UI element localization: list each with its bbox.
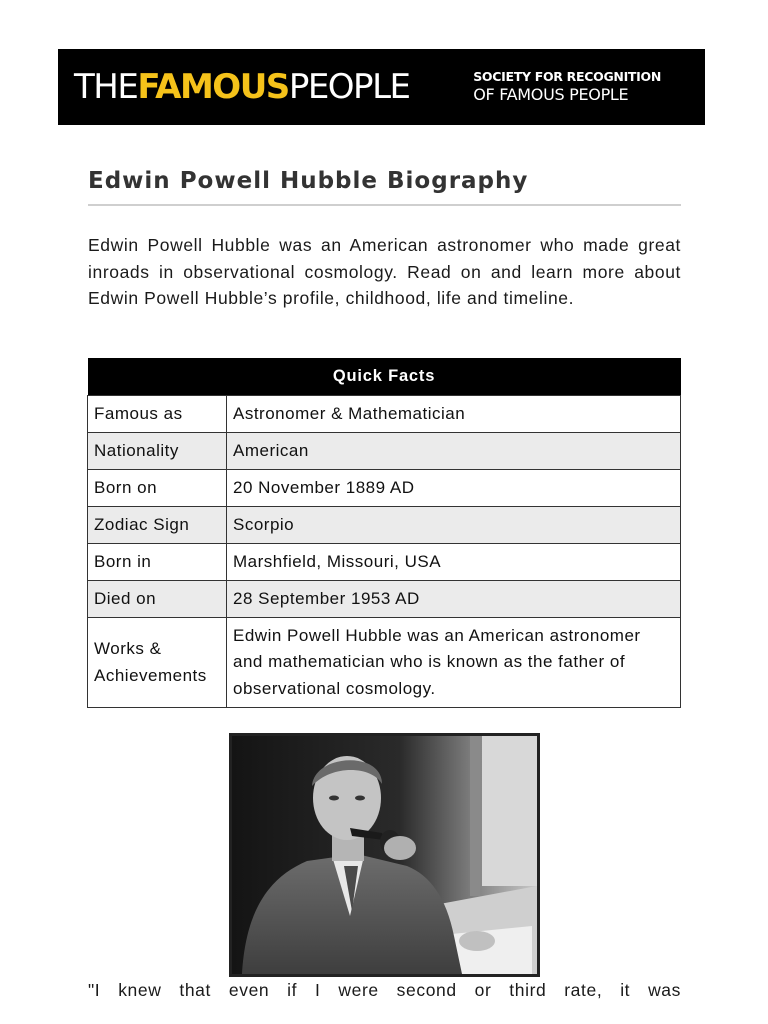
fact-value: Scorpio xyxy=(227,507,681,544)
quote-paragraph: "I knew that even if I were second or third rate, it was xyxy=(88,980,681,1000)
logo-people: PEOPLE xyxy=(288,67,410,107)
table-row xyxy=(88,470,681,507)
fact-label: Born in xyxy=(88,544,227,581)
fact-value: American xyxy=(227,433,681,470)
fact-value: 20 November 1889 AD xyxy=(227,470,681,507)
site-banner[interactable] xyxy=(58,49,705,125)
page-title: Edwin Powell Hubble Biography xyxy=(88,168,681,206)
fact-value: Edwin Powell Hubble was an American astronomer and mathematician who is known as the father of observational cosmology. xyxy=(227,618,681,708)
table-row xyxy=(88,396,681,433)
fact-value: 28 September 1953 AD xyxy=(227,581,681,618)
portrait-illustration xyxy=(232,736,537,974)
fact-label: Nationality xyxy=(88,433,227,470)
table-row xyxy=(88,618,681,708)
intro-paragraph: Edwin Powell Hubble was an American astronomer who made great inroads in observational cosmology. Read on and learn more about Edwin Powell Hubble’s profile, childhood, life and timeline. xyxy=(88,235,681,308)
quick-facts-header: Quick Facts xyxy=(88,358,681,396)
table-row xyxy=(88,507,681,544)
fact-label: Zodiac Sign xyxy=(88,507,227,544)
logo-famous: FAMOUS xyxy=(137,67,289,107)
fact-label: Died on xyxy=(88,581,227,618)
fact-value: Marshfield, Missouri, USA xyxy=(227,544,681,581)
fact-value: Astronomer & Mathematician xyxy=(227,396,681,433)
logo-the: THE xyxy=(74,67,138,107)
fact-label: Famous as xyxy=(88,396,227,433)
table-row xyxy=(88,581,681,618)
site-tagline xyxy=(473,70,661,103)
portrait-photo xyxy=(229,733,540,977)
tagline-line-2: OF FAMOUS PEOPLE xyxy=(473,85,629,105)
quick-facts-header-row xyxy=(88,358,681,396)
fact-label: Born on xyxy=(88,470,227,507)
quick-facts-table xyxy=(87,358,681,708)
table-row xyxy=(88,433,681,470)
table-row xyxy=(88,544,681,581)
site-logo[interactable] xyxy=(74,67,410,107)
fact-label: Works & Achievements xyxy=(88,618,227,708)
tagline-line-1: SOCIETY FOR RECOGNITION xyxy=(473,69,661,85)
